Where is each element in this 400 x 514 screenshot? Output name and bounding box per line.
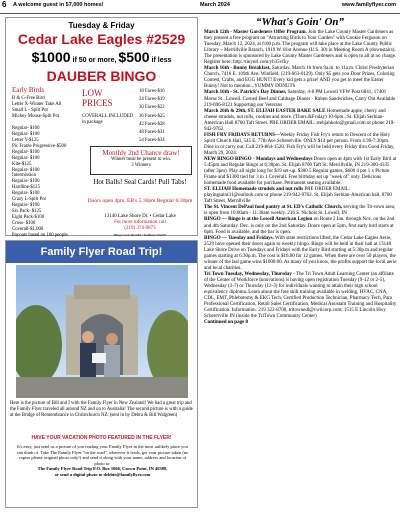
page-header [0, 0, 400, 14]
early-bird-game: Regular- $100 [12, 150, 40, 155]
event-item [204, 133, 397, 157]
early-bird-game: Mickey Mouse-Split Pot [12, 114, 60, 119]
intermission-game: Cross- $100 [12, 221, 36, 226]
event-text: serving the Tri-town area, is open from 10:00am - 11:30am weekly. 216 S. Nichols St. Lowell, IN [204, 205, 396, 217]
hot-balls: Hot Balls! Seal Cards! Pull Tabs! [93, 178, 187, 186]
monthly-draw-title: Monthly 2nd Chance draw! [102, 149, 180, 157]
events-column [204, 30, 397, 326]
instructions-text: It's easy, just send us a picture of you reading your Family Flyer in the most unlikely place you can think of. Take The Family Flyer "on the road", wherever it leads, get your picture taken (no copies please original photo only!) and send it along with your name, address and location of photo to: [16, 444, 189, 466]
event-item [204, 272, 397, 320]
event-item [204, 236, 397, 272]
intermission-list [12, 173, 78, 239]
event-heading: FISH FRY FRIDAYS RETURNS— [204, 132, 280, 138]
price-item: 30 Faces-$22 [139, 105, 165, 111]
site-url[interactable]: www.familyflyer.com [341, 2, 396, 8]
offer-amount-1: $1000 [31, 49, 71, 65]
low-prices: LOW PRICES [82, 88, 113, 108]
offer-text-1: if 50 or more, [72, 57, 117, 64]
monthly-draw-box [90, 146, 192, 175]
event-heading: March 16th - Bunny Breakfast, [204, 66, 271, 72]
bingo-license: Bingo Lic# 001087 • Raffle# 155076 [113, 233, 166, 237]
intermission-game: Eight Pack-$100 [12, 215, 45, 220]
ad-club-name: Cedar Lake Eagles #2529 [17, 31, 186, 47]
whats-goin-on-title: “What's Goin' On” [255, 16, 345, 28]
event-text: on Route 2 Ian. through Nov. on the 2nd and 4th Saturday. Dec. is only on the 2nd Saturday. Doors open at 5pm, first early bird starts at 6pm. Food is available, and the bar is open. [204, 217, 395, 235]
intermission-game: Coverall-$1,000 [12, 227, 44, 232]
coverall-note: COVERALL INCLUDED in package [82, 114, 134, 125]
price-list [139, 88, 165, 145]
event-item [204, 205, 397, 217]
event-heading: ST. ELIJAH Homemade strudels and nut rolls [204, 187, 304, 193]
event-item [204, 187, 397, 205]
price-item: 18 Faces-$16 [139, 89, 165, 94]
event-heading: March 26th & 29th, ST. ELIJAH EASTER BAKE SALE [204, 108, 326, 114]
event-heading: NEW BINGO BINGO - Mondays and Wednesdays [204, 156, 313, 162]
ad-bingo-title: DAUBER BINGO [46, 68, 157, 84]
price-item: 54 Faces-$34 [139, 138, 165, 144]
early-bird-game: Letter Y-$125 [12, 138, 39, 143]
event-heading: BINGO — Bingo is at the Lowell American Legion [204, 217, 313, 223]
page-tagline: A welcome guest in 57,000 homes! [13, 2, 104, 8]
price-item: 36 Faces-$25 [139, 113, 165, 119]
offer-amount-2: $500 [118, 49, 150, 65]
event-heading: Tri Town Tuesday, Wednesday, Thursday [204, 271, 292, 277]
road-trip-instructions [14, 444, 191, 477]
road-trip-title: Family Flyer Road Trip! [6, 241, 197, 263]
info-label: For more information call [114, 220, 166, 225]
road-trip-photo [16, 265, 188, 398]
monthly-draw-text: Winner must be present to win. [110, 157, 172, 162]
continued-note: Continued on page 8 [204, 320, 249, 326]
event-item [204, 30, 397, 66]
email-address[interactable]: or send a digital photo to debbie@familyflyer.com [54, 471, 151, 477]
event-text: - The Tri Town Adult Learning Center (an affiliate of the Center of Workforce Innovations) is having open registration Tuesday (9-12 or 2-5), Wednesday (3-7) or Thursday (12-3) for individuals wanting to attain their high school equivalency diploma. Learn about the free skill training available in welding, HVAC, CNA, CDL, EMT, Phlebotomy & EKG Tech, Certified Production Technician, Pharmacy Tech, Para Professional Certification, Retail Sales Certification, Medical Assistant Training and Hospitality Certification. Information: 219 322-8700, tritownedl@cwiicorp.com; 1515 E Lincoln Hwy Schererville IN (inside the TriTown Community Center) [204, 271, 397, 320]
event-text: With state restrictions lifted, the Cedar Lake Eagles Aerie, 2529 have opened their doors again to weekly bingo. Bingo will be held in their hall at 13140 Lake Shore Drive on Tuesdays and Fridays with the Early Bird starting at 5:30p.m and regular games starting at 6:30p.m. The cost is $16.00 for 12 games. When there are over 50 players, the winner of the last game wins $1000.00. As many of you know, the profits support the local aerie and local charities. [204, 235, 397, 271]
intermission-game: Crazy L-Split Pot [12, 197, 46, 202]
early-bird-game: Pic Frame Progressive-$500 [12, 144, 67, 149]
event-item [204, 90, 397, 108]
intermission-game: Regular- $100 [12, 191, 40, 196]
event-heading: March 16th - St. Patrick's Day Dinner, [204, 90, 287, 96]
event-text: Join the Lake County Master Gardeners as they present a free program on "Attracting Birds to Your Garden" with Cookie Ferguson on Tuesday, March 12, 2024, at 6:00 p.m. The program will take place at the Lake County Public Library – Merrillville Branch, 1919 W. 81st Avenue (U.S. 30) in Meeting Room A (downstairs). The presentation is sponsored by Lake County Master Gardeners and is open to all at no charge. Register here: http://tinyurl.com/yb35vfky [204, 30, 397, 66]
road-trip-caption [10, 401, 195, 419]
ad-address: 13140 Lake Shore Dr. • Cedar Lake [104, 214, 176, 219]
early-bird-game: Small L - Split Pot [12, 108, 48, 113]
intermission-game: Six Pack- $125 [12, 209, 42, 214]
page-date: March 2024 [200, 2, 230, 8]
doors-open: Doors open 4pm. EB's 5:30pm Regular 6:30pm [87, 198, 193, 204]
early-bird-game: Regular- $100 [12, 132, 40, 137]
intermission-game: Regular- $100 [12, 203, 40, 208]
ad-offer [6, 49, 197, 65]
event-text: Saturday, 4-8 PM Lowell VFW Post 6841, 17401 Morse St., Lowell. Corned Beef and Cabbage Dinner - Ruben Sandwiches, Carry Out Available 219-696-8121 Supporting our Veterans [204, 90, 396, 108]
early-birds-list [12, 96, 78, 174]
intermission-game: Hardline-$125 [12, 185, 40, 190]
early-bird-game: Regular- $100 [12, 156, 40, 161]
event-text: PRE ORDER EMAIL: playingsaint31@outlook.com or phone 219-942-9762. St. Elijah Serbian-American hall, 8700 Taft Street, Merrillville [204, 187, 392, 205]
event-text: Saturday, March 16 from 9a.m. to 11a.m. Christ Presbyterian Church, 7416 E. 109th Ave. Winfield. (219-663-0129). Only $5 gets you Door Prizes, Coloring Contest, Crafts, and EGG HUNT! Every kid gets a prize! AND you get to meet the Easter Bunny! Not to mention...YUMMY DONUTS [204, 66, 395, 90]
early-bird-game: Letter X-Winner Take All [12, 102, 62, 107]
caption-text: Here is the picture of Bill and I with the Family Flyer in New Zealand! We had a great trip and the Family Flyer traveled all around NZ and on to Australia! The second picture is with a guide at the Bridge of Remembrance in Christchurch NZ. [10, 401, 193, 418]
early-bird-game: Regular- $100 [12, 126, 40, 131]
event-item [204, 157, 397, 187]
offer-text-2: if less [151, 57, 172, 64]
event-item [204, 66, 397, 90]
intermission-game: Payouts based on 100 people [12, 233, 68, 238]
intermission-game: Intermission [12, 173, 36, 178]
early-bird-game: Kite-$125 [12, 162, 32, 167]
have-vacation-heading: HAVE YOUR VACATION PHOTO FEATURED IN THE FLYER! [31, 435, 172, 441]
event-text: Homemade apple, cherry and cheese strudels, nut rolls, cookies and more. (Thurs.&Friday) 10-6pm., St. Elijah Serbian-American Hall 8700 Taft Street. PRE ORDER EMAIL: stelijahkolo@gmail.com or phone 219-942-9762. [204, 108, 395, 132]
bingo-advertisement [5, 17, 198, 236]
event-text: Weekly Friday Fish Fry's return to Descent of the Holy Spirit Church Hall, 545 E. 77th Ave.Schererville. ONLY $14 per person. From 4:30-7:30pm. Dine in or carry out. Call 219-864-1520. Fish Fry's will be held every Friday thru Good Friday, March 29, 2024. [204, 132, 395, 156]
event-heading: The St. Vincent DePaul food pantry at St. ED's Catholic Church, [204, 205, 343, 211]
early-birds-heading: Early Birds [12, 86, 45, 94]
event-item [204, 109, 397, 133]
early-bird-game: B & G-Free Bird [12, 96, 45, 101]
event-heading: BINGO — Tuesday and Fridays. [204, 235, 274, 241]
caption-credit: (sent in by Debra & Bill Walgreen) [109, 413, 178, 418]
early-bird-game: Regular- $100 [12, 168, 40, 173]
monthly-draw-winners: 3 Winners [131, 163, 151, 168]
event-text: Doors open at 4pm with 1st Early Bird at 5:45pm and Regular Bingo at 6:30pm. St. Elijah 8700 Taft St. Merrillville, IN 219-300-4335 (after 3pm). Play all night long for $19 set-up. $300 5 Regular games, $600 4 pot 1 x Picture Frame and $1300 tied for 3 in 1 Coverall. Free birthday set up "week of" only. Delicious homemade food available for purchase. Permanent seating available. [204, 156, 397, 187]
price-item: 48 Faces-$31 [139, 130, 165, 136]
price-item: 42 Faces-$28 [139, 121, 165, 127]
ad-days: Tuesday & Friday [68, 21, 135, 30]
intermission-game: Regular- $100 [12, 179, 40, 184]
road-trip-box [5, 240, 198, 508]
ad-phone[interactable]: (219) 374-9873 [124, 226, 156, 231]
event-heading: March 12th - Master Gardeners Offer Program. [204, 30, 307, 35]
price-item: 24 Faces-$19 [139, 97, 165, 103]
event-item [204, 217, 397, 235]
page-number: 6 [2, 0, 7, 9]
mail-address: The Family Flyer Road Trip P.O. Box 1066, Crown Point, IN 46308, [37, 466, 168, 471]
